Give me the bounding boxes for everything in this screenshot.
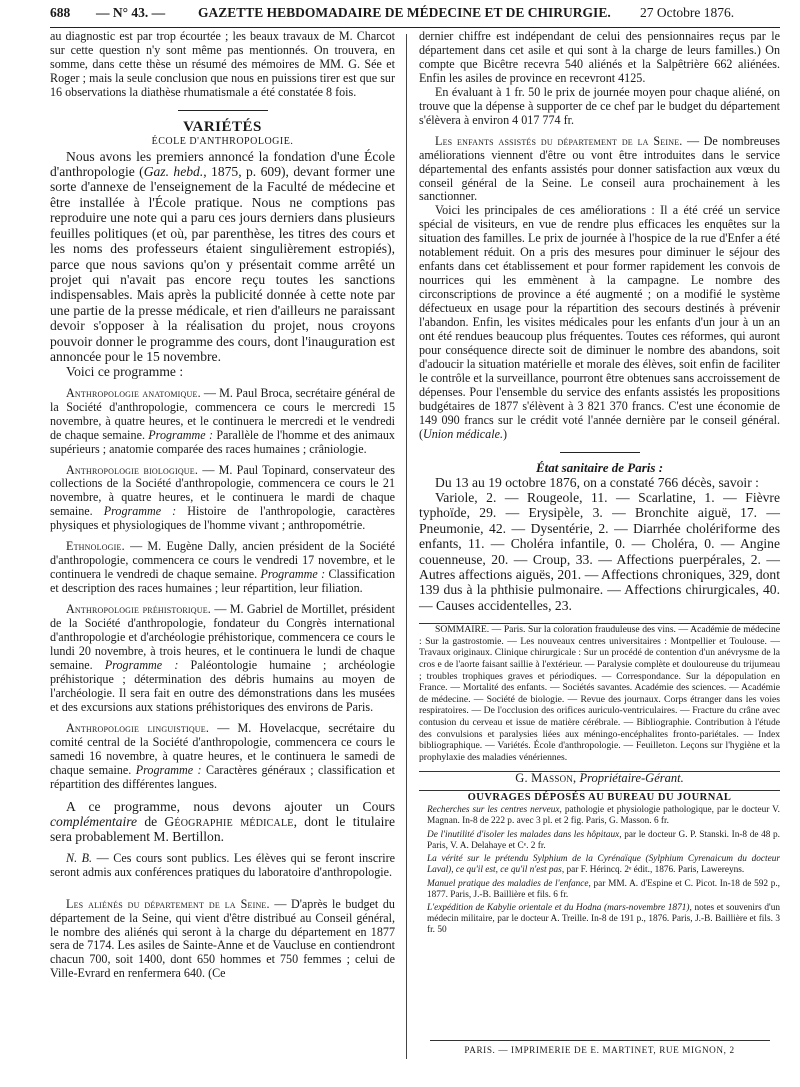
section-divider	[560, 452, 640, 453]
ouvrages-heading: OUVRAGES DÉPOSÉS AU BUREAU DU JOURNAL	[467, 792, 732, 804]
section-divider	[178, 110, 268, 111]
ouvrage-details: , par le docteur G. P. Stanski. In-8 de 48 p. Paris, V. A. Delahaye et Cᵉ. 2 fr.	[427, 829, 780, 851]
ouvrages-list	[419, 805, 780, 936]
cours-complementaire: A ce programme, nous devons ajouter un Cours complémentaire de Géographie médicale, dont le titulaire sera probablement M. Bertillon.	[50, 798, 395, 845]
imprint-footer: PARIS. — IMPRIMERIE DE E. MARTINET, RUE MIGNON, 2	[464, 1045, 735, 1055]
ouvrage-title: Recherches sur les centres nerveux	[427, 805, 560, 816]
ouvrage-details: , notes et souvenirs d'un médecin militaire, par le docteur A. Treille. In-8 de 191 p., 1876. Paris, J.-B. Baillière et fils. 3 fr. 50	[427, 902, 780, 936]
nota-bene: N. B. — Ces cours sont publics. Les élèves qui se feront inscrire seront admis aux conférences pratiques du laboratoire d'anthropologie.	[50, 850, 396, 879]
ouvrage-entry	[419, 830, 780, 852]
varietes-heading: VARIÉTÉS	[183, 118, 262, 135]
programme-intro: Voici ce programme :	[66, 364, 184, 380]
cours-linguistique: Anthropologie linguistique. — M. Hovelacque, secrétaire du comité central de la Société d'anthropologie, commencera ce cours le samedi 16 novembre, à quatre heures, et le continuera le samedi de chaque semaine. Programme : Caractères généraux ; classification et répartition des différentes langues.	[50, 720, 395, 791]
ouvrage-title: Manuel pratique des maladies de l'enfance	[427, 878, 589, 889]
header-rule	[50, 27, 780, 28]
issue-date: 27 Octobre 1876.	[640, 5, 735, 20]
ameliorations: Voici les principales de ces améliorations : Il a été créé un service spécial de visiteurs, en vue de rendre plus efficaces les enquêtes sur la situation des familles. Le prix de journée à l'hospice de la rue d'Enfer a été notablement réduit. On a pris des mesures pour diminuer le séjour des enfants dans cet établissement et pour former rapidement les convois de nourrices qui les emmènent à la campagne. Le nombre des circonscriptions de province a été augmenté ; on a modifié le système défectueux en usage pour la répartition des secours destinés à prévenir l'abandon. Enfin, les visites médicales pour les enfants d'un jour à un an ont été rendues beaucoup plus fréquentes. Toutes ces réformes, qui auront pour conséquence directe soit de diminuer le nombre des abandons, soit d'adoucir la situation matérielle et morale des élèves, soit enfin de faciliter le contrôle et la surveillance, pourront être obtenues sans accroissement de dépenses. Pour l'ensemble du service des enfants assistés les propositions budgétaires de 1877 s'élèvent à 3 821 370 francs. C'est une économie de 149 090 francs sur le crédit voté l'année dernière par le conseil général. (Union médicale.)	[419, 203, 780, 441]
page-header	[50, 2, 780, 24]
alienes-continuation: dernier chiffre est indépendant de celui des pensionnaires reçus par le département dans cet asile et qui sont à la charge de leurs familles.) On compte que Bicêtre recevra 540 aliénés et la Salpêtrière 662 aliénées. Enfin les asiles de province en recevront 4125.	[419, 29, 780, 85]
thesis-review-end: au diagnostic est par trop écourtée ; les beaux travaux de M. Charcot sur cette question n'y sont même pas mentionnés. On trouvera, en somme, dans cette thèse un résumé des mémoires de MM. G. Sée et Roger ; mais la seule conclusion que nous en puissions tirer est que sur 16 observations la diathèse rhumatismale a été constatée 8 fois.	[50, 29, 395, 99]
cours-ethnologie: Ethnologie. — M. Eugène Dally, ancien président de la Société d'anthropologie, commencera ce cours le vendredi 17 novembre, et le continuera le vendredi de chaque semaine. Programme : Classification et description des races humaines ; leur répartition, leur filiation.	[50, 539, 395, 596]
alienes-seine: Les aliénés du département de la Seine. — D'après le budget du département de la Seine, qui vient d'être distribué au Conseil général, le nombre des aliénés qui seront à la charge du département en 1877 sera de 7174. Les asiles de Sainte-Anne et de Vaucluse en contiendront chacun 700, soit 1400, dont 650 hommes et 750 femmes ; celui de Ville-Evrard en renfermera 640. (Ce	[50, 896, 395, 981]
column-separator	[406, 34, 407, 1059]
ouvrage-title: De l'inutilité d'isoler les malades dans les hôpitaux	[427, 829, 620, 840]
right-column	[419, 30, 780, 939]
ouvrage-details: , par F. Hérincq. 2ᵉ édit., 1876. Paris, Lawereyns.	[561, 865, 745, 876]
ouvrage-entry	[419, 854, 780, 876]
footer-rule	[430, 1040, 770, 1041]
left-column	[50, 30, 395, 981]
etat-list: Variole, 2. — Rougeole, 11. — Scarlatine, 1. — Fièvre typhoïde, 29. — Erysipèle, 3. — Bronchite aiguë, 17. — Pneumonie, 42. — Dysentérie, 2. — Diarrhée cholériforme des enfants, 11. — Choléra infantile, 0. — Choléra, 0. — Angine couenneuse, 20. — Croup, 33. — Affections puerpérales, 2. — Autres affections aiguës, 201. — Affections chroniques, 329, dont 139 dus à la phthisie pulmonaire. — Affections chirurgicales, 40. — Causes accidentelles, 23.	[419, 490, 780, 613]
alienes-budget: En évaluant à 1 fr. 50 le prix de journée moyen pour chaque aliéné, on trouve que la dépense à supporter de ce chef par le budget du département s'élèvera à environ 4 017 774 fr.	[419, 84, 780, 127]
sommaire: SOMMAIRE. — Paris. Sur la coloration frauduleuse des vins. — Académie de médecine : Sur la gastrostomie. — Les nouveaux centres universitaires : Montpellier et Toulouse. — Travaux originaux. Clinique chirurgicale : Sur un procédé de contention d'un anévrysme de la cros e de l'aorte faisant saillie à l'extérieur. — Paralysie complète et douloureuse du trijumeau ; troubles trophiques graves et périodiques. — Correspondance. Sur la dépopulation en France. — Mortalité des enfants. — Sociétés savantes. Académie des sciences. — Académie de médecine. — Société de biologie. — Revue des journaux. Corps étranger dans les voies respiratoires. — De l'occlusion des orifices auriculo-ventriculaires. — Fracture du crâne avec contusion du cerveau et issue de matière cérébrale. — Bibliographie. Contribution à l'étude des convulsions et paralysies liées aux méningo-encéphalites fronto-pariétales. — Index bibliographique. — Variétés. École d'anthropologie. — Feuilleton. Leçons sur l'hygiène et la prophylaxie des maladies vénériennes.	[419, 624, 780, 763]
page-number: 688	[50, 5, 71, 20]
issue-number: — N° 43. —	[96, 5, 166, 20]
ecole-heading: ÉCOLE D'ANTHROPOLOGIE.	[151, 135, 294, 147]
ouvrage-entry	[419, 903, 780, 937]
cours-prehistorique: Anthropologie préhistorique. — M. Gabriel de Mortillet, président de la Société d'anthropologie, fondateur du Congrès international d'anthropologie et d'archéologie préhistorique, commencera ce cours le lundi 20 novembre, à trois heures, et le continuera le lundi de chaque semaine. Programme : Paléontologie humaine ; archéologie préhistorique ; détermination des débris humains au moyen de l'archéologie. Il sera fait en outre des démonstrations dans les musées et des excursions aux stations préhistoriques des environs de Paris.	[50, 602, 395, 714]
enfants-assistes: Les enfants assistés du département de la Seine. — De nombreuses améliorations viennent d'être ou vont être introduites dans le service départemental des enfants assistés pour donner satisfaction aux vœux du conseil général de la Seine. Le conseil aura prochainement à les sanctionner.	[419, 133, 780, 204]
proprietaire-gerant: G. Masson, Propriétaire-Gérant.	[515, 771, 684, 786]
ouvrage-title: La vérité sur le prétendu Sylphium de la Cyrénaïque (Sylphium Cyrenaicum du docteur Laval), ce qu'il est, ce qu'il n'est pas	[427, 854, 780, 876]
ouvrage-title: L'expédition de Kabylie orientale et du Hodna (mars-novembre 1871)	[427, 902, 690, 913]
ouvrage-entry	[419, 805, 780, 827]
cours-biologique: Anthropologie biologique. — M. Paul Topinard, conservateur des collections de la Société d'anthropologie, commencera ce cours le 21 novembre, à quatre heures, et le continuera le mardi de chaque semaine. Programme : Histoire de l'anthropologie, caractères physiques et physiologiques de l'homme vivant ; anthropométrie.	[50, 462, 396, 533]
journal-title: GAZETTE HEBDOMADAIRE DE MÉDECINE ET DE CHIRURGIE.	[198, 5, 611, 20]
ouvrage-entry	[419, 879, 780, 901]
ouvrage-details: , pathologie et physiologie pathologique, par le docteur V. Magnan. In-8 de 222 p. avec 3 pl. et 2 fig. Paris, G. Masson. 6 fr.	[427, 805, 781, 827]
ecole-intro: Nous avons les premiers annoncé la fondation d'une École d'anthropologie (Gaz. hebd., 1875, p. 609), devant former une sorte d'annexe de l'enseignement de la Faculté de médecine et être installée à l'École pratique. Nous ne comptions pas reproduire une note qui a paru ces jours derniers dans plusieurs feuilles politiques (et où, par parenthèse, les titres des cours et les noms des professeurs étaient singulièrement estropiés), parce que nous savions qu'on y présentait comme arrêté un projet qui n'avait pas encore reçu toutes les sanctions indispensables. Mais après la publicité donnée à cette note par une partie de la presse médicale, et rien d'ailleurs ne paraissant devoir s'opposer à la réalisation du projet, nous croyons pouvoir donner le programme des cours, dont l'inauguration est annoncée pour le 15 novembre.	[50, 148, 395, 364]
cours-anatomique: Anthropologie anatomique. — M. Paul Broca, secrétaire général de la Société d'anthropologie, commencera ce cours le mercredi 15 novembre, à quatre heures, et le continuera le mercredi et le vendredi de chaque semaine. Programme : Parallèle de l'homme et des animaux supérieurs ; anatomie comparée des races humaines ; crâniologie.	[50, 385, 395, 456]
etat-sanitaire-heading: État sanitaire de Paris :	[535, 459, 664, 475]
etat-intro: Du 13 au 19 octobre 1876, on a constaté 766 décès, savoir :	[435, 474, 759, 490]
ouvrage-details: , par MM. A. d'Espine et C. Picot. In-18 de 592 p., 1877. Paris, J.-B. Baillière et fils. 6 fr.	[427, 878, 780, 900]
